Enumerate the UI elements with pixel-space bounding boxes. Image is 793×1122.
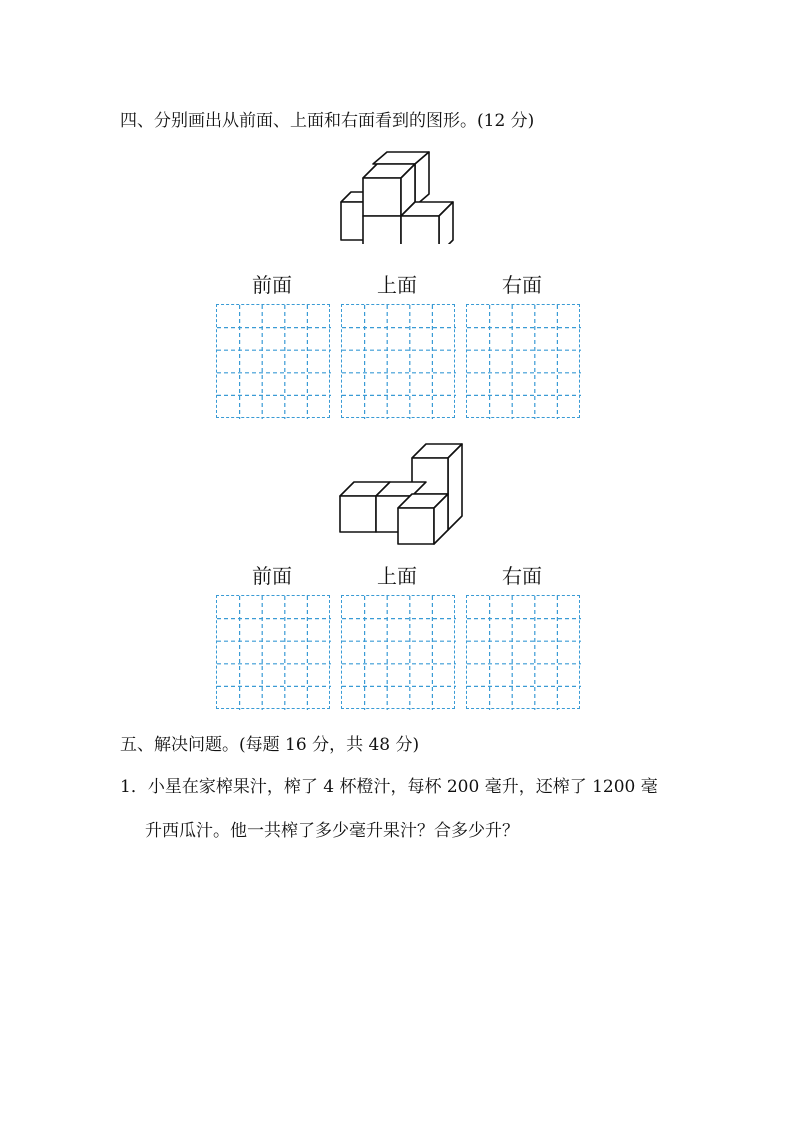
- drawing-grid-front-2[interactable]: [216, 595, 330, 709]
- view-label-front-1: 前面: [252, 273, 292, 297]
- question-1-line-1: 1．小星在家榨果汁，榨了 4 杯橙汁，每杯 200 毫升，还榨了 1200 毫: [120, 777, 658, 797]
- view-label-top-2: 上面: [377, 564, 417, 588]
- question-1-line-2: 升西瓜汁。他一共榨了多少毫升果汁？合多少升？: [145, 821, 519, 841]
- drawing-grid-top-1[interactable]: [341, 304, 455, 418]
- view-label-right-2: 右面: [502, 564, 542, 588]
- drawing-grid-right-1[interactable]: [466, 304, 580, 418]
- cube-figure-1: [335, 148, 460, 244]
- section-5-heading: 五、解决问题。(每题 16 分，共 48 分): [120, 735, 420, 755]
- view-label-top-1: 上面: [377, 273, 417, 297]
- view-label-front-2: 前面: [252, 564, 292, 588]
- drawing-grid-top-2[interactable]: [341, 595, 455, 709]
- drawing-grid-right-2[interactable]: [466, 595, 580, 709]
- section-4-heading: 四、分别画出从前面、上面和右面看到的图形。(12 分): [120, 111, 535, 131]
- drawing-grid-front-1[interactable]: [216, 304, 330, 418]
- cube-figure-2: [336, 442, 466, 546]
- view-label-right-1: 右面: [502, 273, 542, 297]
